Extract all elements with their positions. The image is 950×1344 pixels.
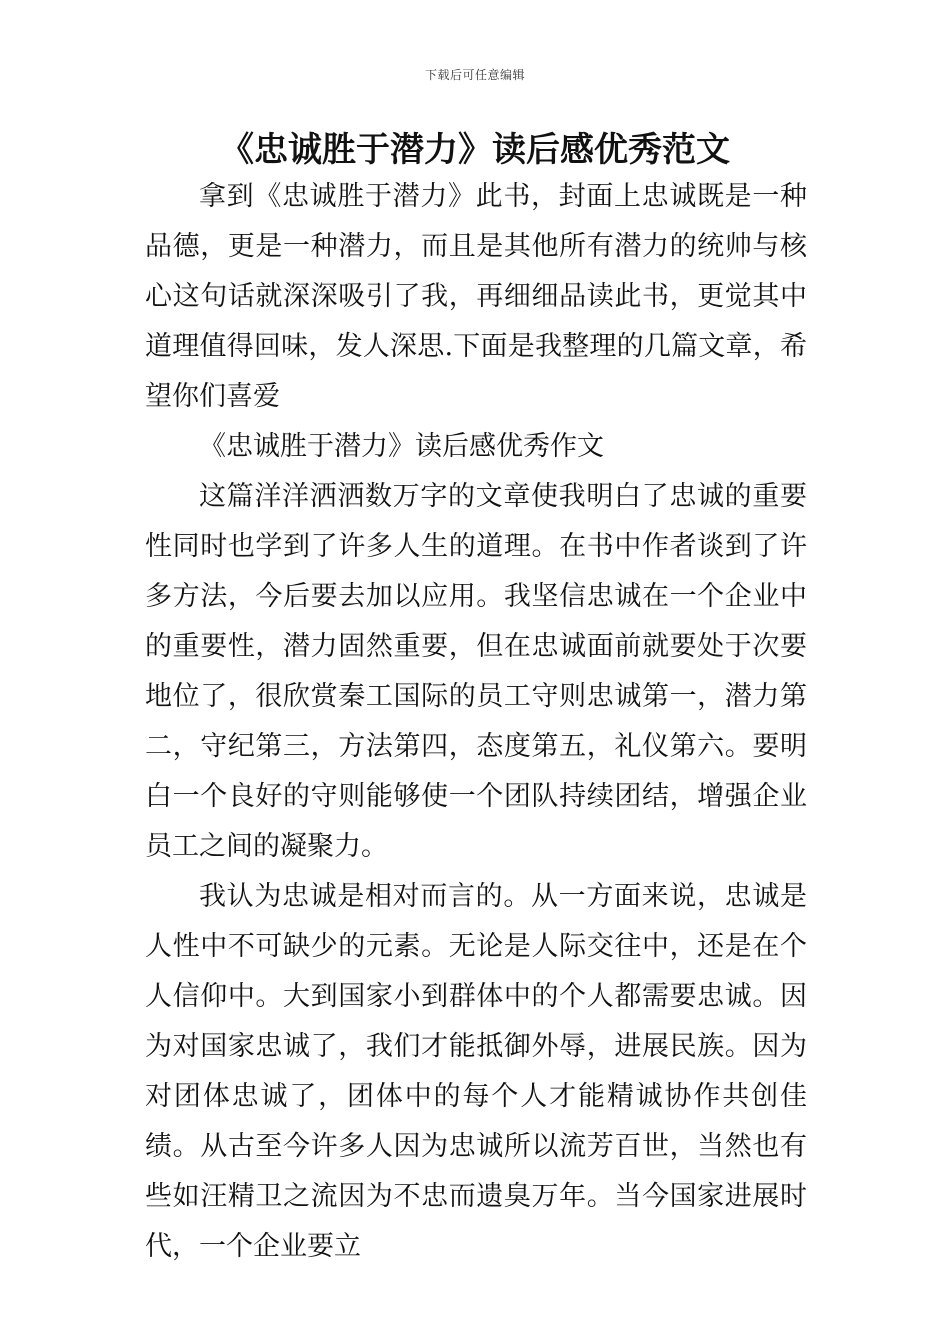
paragraph-loyalty-relative: 我认为忠诚是相对而言的。从一方面来说，忠诚是人性中不可缺少的元素。无论是人际交往中，还是在个人信仰中。大到国家小到群体中的个人都需要忠诚。因为对国家忠诚了，我们才能抵御外辱，进展民族。因为对团体忠诚了，团体中的每个人才能精诚协作共创佳绩。从古至今许多人因为忠诚所以流芳百世，当然也有些如汪精卫之流因为不忠而遗臭万年。当今国家进展时代，一个企业要立	[145, 881, 807, 1262]
document-title: 《忠诚胜于潜力》读后感优秀范文	[220, 130, 730, 170]
header-note: 下载后可任意编辑	[424, 68, 525, 82]
document-body	[145, 172, 807, 1272]
paragraph-intro: 拿到《忠诚胜于潜力》此书，封面上忠诚既是一种品德，更是一种潜力，而且是其他所有潜力的统帅与核心这句话就深深吸引了我，再细细品读此书，更觉其中道理值得回味，发人深思.下面是我整理的几篇文章，希望你们喜爱	[145, 181, 807, 412]
section-heading: 《忠诚胜于潜力》读后感优秀作文	[199, 431, 604, 462]
paragraph-loyalty-importance: 这篇洋洋洒洒数万字的文章使我明白了忠诚的重要性同时也学到了许多人生的道理。在书中作者谈到了许多方法，今后要去加以应用。我坚信忠诚在一个企业中的重要性，潜力固然重要，但在忠诚面前就要处于次要地位了，很欣赏秦工国际的员工守则忠诚第一，潜力第二，守纪第三，方法第四，态度第五，礼仪第六。要明白一个良好的守则能够使一个团队持续团结，增强企业员工之间的凝聚力。	[145, 481, 807, 862]
